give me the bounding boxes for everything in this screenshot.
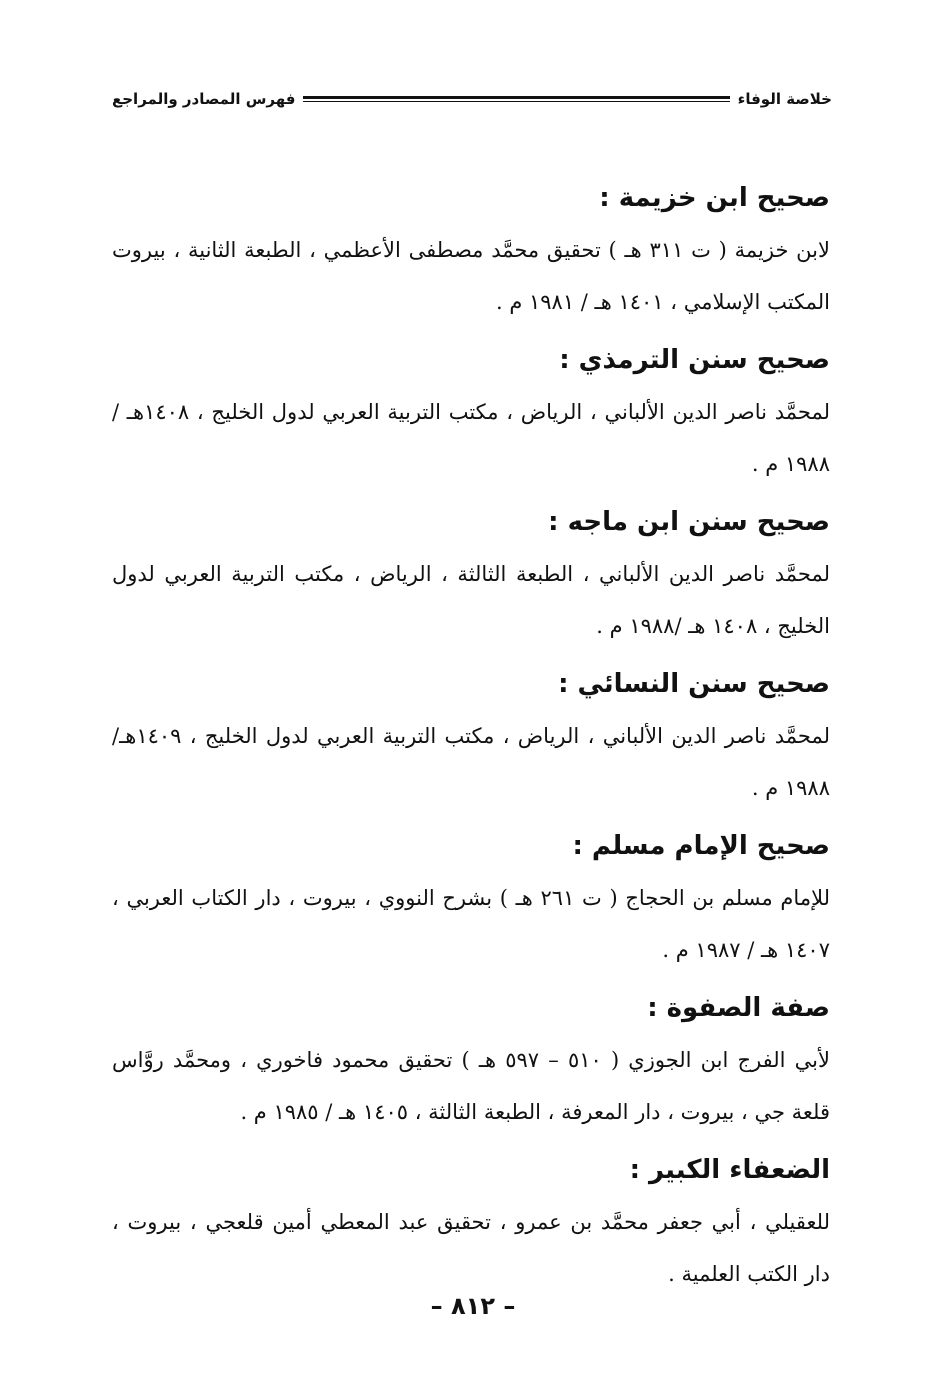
entry-title: صحيح سنن الترمذي : xyxy=(559,345,830,375)
bibliography-entry xyxy=(112,1144,830,1300)
book-title: خلاصة الوفاء xyxy=(737,90,832,108)
entry-body: لمحمَّد ناصر الدين الألباني ، الرياض ، مكتب التربية العربي لدول الخليج ، ١٤٠٨هـ / ١٩٨٨ م . xyxy=(112,400,830,476)
bibliography-entry xyxy=(112,496,830,652)
section-title: فهرس المصادر والمراجع xyxy=(112,90,296,108)
entry-title: صحيح سنن النسائي : xyxy=(558,669,830,699)
entry-title: الضعفاء الكبير : xyxy=(629,1155,830,1185)
entry-body: لمحمَّد ناصر الدين الألباني ، الرياض ، مكتب التربية العربي لدول الخليج ، ١٤٠٩هـ/١٩٨٨ م . xyxy=(112,724,830,800)
entry-title: صفة الصفوة : xyxy=(647,993,830,1023)
entry-body: لأبي الفرج ابن الجوزي ( ٥١٠ – ٥٩٧ هـ ) تحقيق محمود فاخوري ، ومحمَّد روَّاس قلعة جي ، بيروت ، دار المعرفة ، الطبعة الثالثة ، ١٤٠٥ هـ / ١٩٨٥ م . xyxy=(112,1048,831,1124)
bibliography-entry xyxy=(112,172,830,328)
entry-title: صحيح ابن خزيمة : xyxy=(599,183,830,213)
bibliography-entry xyxy=(112,334,830,490)
entry-title: صحيح سنن ابن ماجه : xyxy=(548,507,830,537)
header-rule xyxy=(303,96,729,102)
bibliography-entry xyxy=(112,658,830,814)
entry-body: للإمام مسلم بن الحجاج ( ت ٢٦١ هـ ) بشرح النووي ، بيروت ، دار الكتاب العربي ، ١٤٠٧ هـ / ١٩٨٧ م . xyxy=(112,886,830,962)
entry-body: للعقيلي ، أبي جعفر محمَّد بن عمرو ، تحقيق عبد المعطي أمين قلعجي ، بيروت ، دار الكتب العلمية . xyxy=(112,1210,830,1286)
bibliography-list xyxy=(112,172,830,1306)
entry-body: لابن خزيمة ( ت ٣١١ هـ ) تحقيق محمَّد مصطفى الأعظمي ، الطبعة الثانية ، بيروت المكتب الإسلامي ، ١٤٠١ هـ / ١٩٨١ م . xyxy=(112,238,830,314)
running-header xyxy=(112,86,832,112)
entry-body: لمحمَّد ناصر الدين الألباني ، الطبعة الثالثة ، الرياض ، مكتب التربية العربي لدول الخليج ، ١٤٠٨ هـ /١٩٨٨ م . xyxy=(112,562,830,638)
bibliography-entry xyxy=(112,820,830,976)
page-number: – ٨١٢ – xyxy=(430,1292,516,1320)
entry-title: صحيح الإمام مسلم : xyxy=(572,831,830,861)
bibliography-entry xyxy=(112,982,830,1138)
